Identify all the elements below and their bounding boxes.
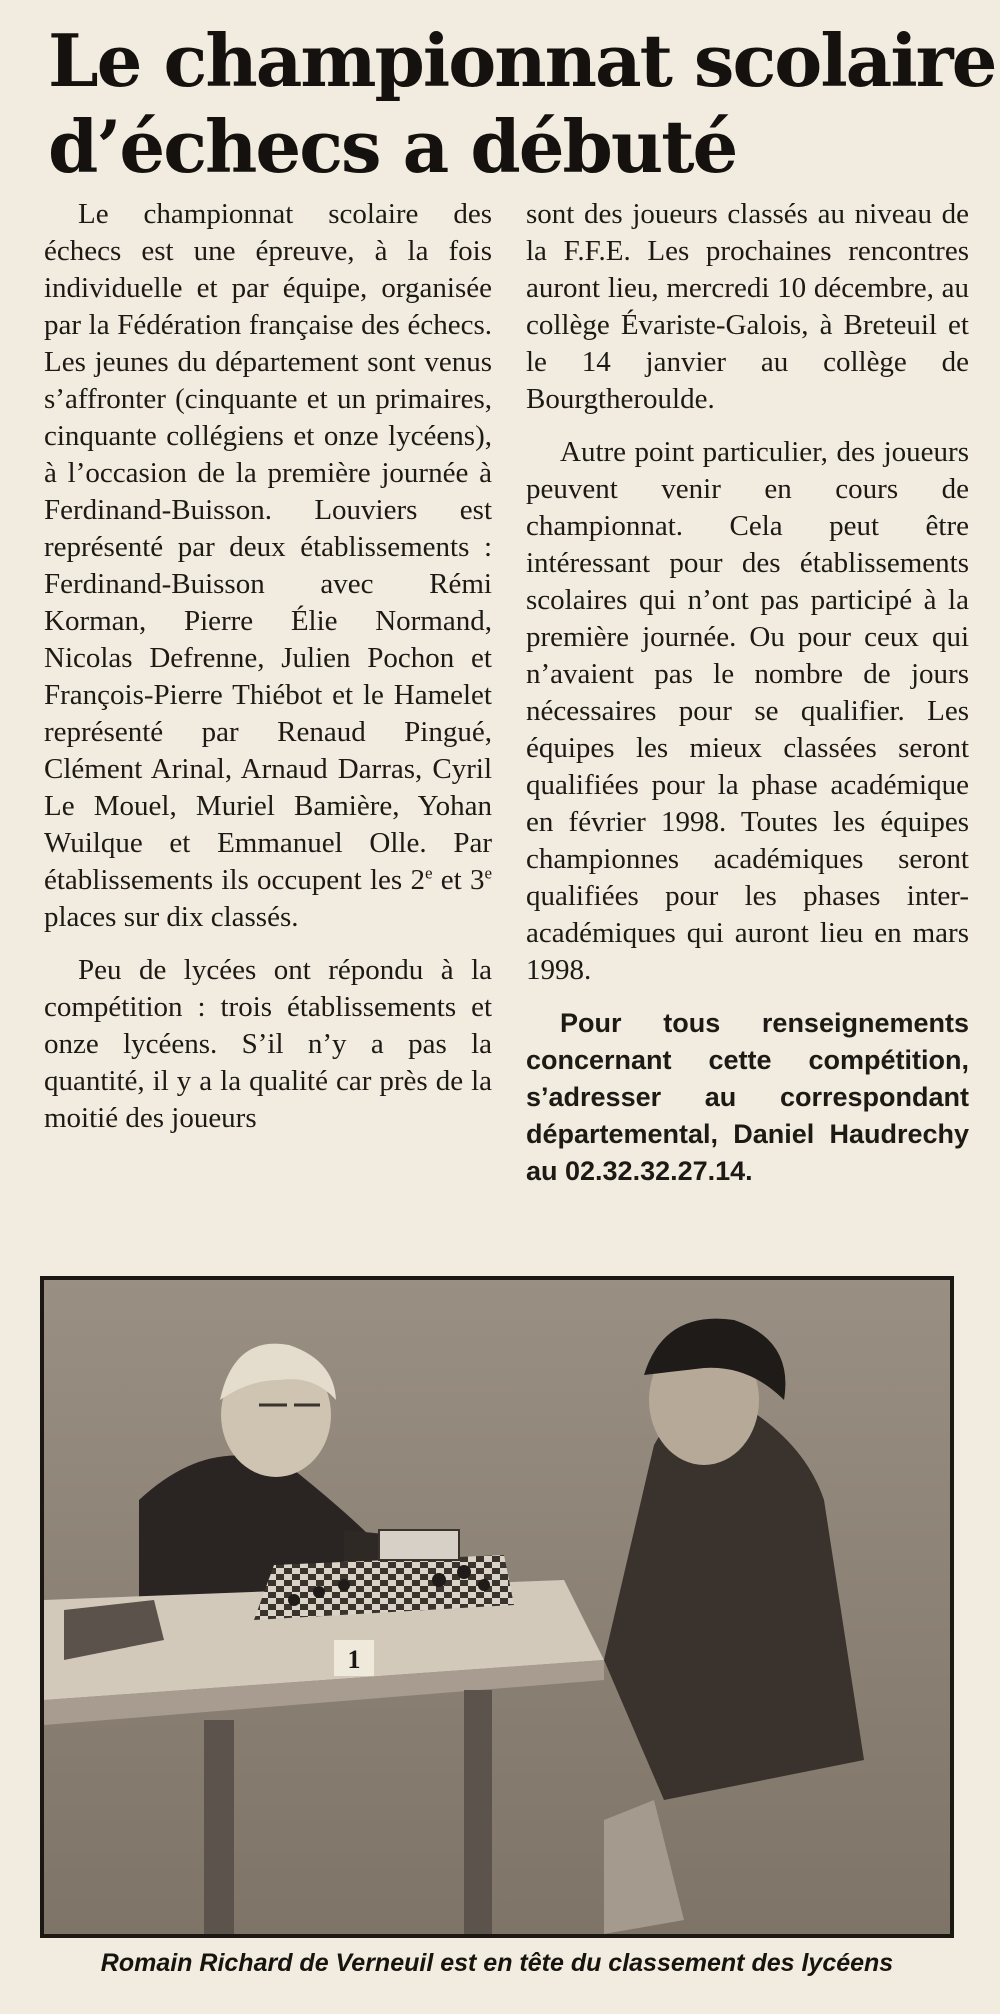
paragraph-3: sont des joueurs classés au niveau de la F.F.E. Les prochaines rencontres auront lieu, mercredi 10 décembre, au collège Évariste-Galois, à Breteuil et le 14 janvier au collège de Bourgtheroulde. [526, 198, 969, 415]
paragraph-1 [44, 196, 492, 936]
left-column [44, 196, 492, 1153]
paragraph-4: Autre point particulier, des joueurs peuvent venir en cours de championnat. Cela peut être intéressant pour des établissements scolaires qui n’ont pas participé à la première journée. Ou pour ceux qui n’avaient pas le nombre de jours nécessaires pour se qualifier. Les équipes les mieux classées seront qualifiées pour la phase académique en février 1998. Toutes les équipes championnes académiques seront qualifiées pour les phases inter-académiques qui auront lieu en mars 1998. [526, 436, 969, 986]
ordinal-suffix: e [424, 863, 433, 883]
paragraph-1-mid: et 3 [432, 864, 485, 896]
chess-clock [379, 1530, 459, 1560]
paragraph-2: Peu de lycées ont répondu à la compétition : trois établissements et onze lycéens. S’il n’y a pas la quantité, il y a la qualité car près de la moitié des joueurs [44, 954, 492, 1134]
article-headline [48, 18, 996, 190]
chess-photo [40, 1276, 954, 1938]
paragraph-1-end: places sur dix classés. [44, 901, 299, 933]
chess-photo-illustration [44, 1280, 950, 1934]
ordinal-suffix: e [484, 863, 492, 883]
right-column [526, 196, 969, 1206]
paragraph-1-text: Le championnat scolaire des échecs est une épreuve, à la fois individuelle et par équipe, organisée par la Fédération française des échecs. Les jeunes du département sont venus s’affronter (cinquante et un primaires, cinquante collégiens et onze lycéens), à l’occasion de la première journée à Ferdinand-Buisson. Louviers est représenté par deux établissements : Ferdinand-Buisson avec Rémi Korman, Pierre Élie Normand, Nicolas Defrenne, Julien Pochon et François-Pierre Thiébot et le Hamelet représenté par Renaud Pingué, Clément Arinal, Arnaud Darras, Cyril Le Mouel, Muriel Bamière, Yohan Wuilque et Emmanuel Olle. Par établissements ils occupent les 2 [44, 198, 492, 896]
table-number: 1 [347, 1645, 361, 1674]
photo-caption: Romain Richard de Verneuil est en tête du classement des lycéens [100, 1949, 894, 1977]
headline-line-2: d’échecs a débuté [48, 104, 737, 189]
headline-line-1: Le championnat scolaire [48, 18, 996, 103]
contact-paragraph: Pour tous renseignements concernant cette compétition, s’adresser au correspondant départemental, Daniel Haudrechy au 02.32.32.27.14. [526, 1008, 969, 1186]
